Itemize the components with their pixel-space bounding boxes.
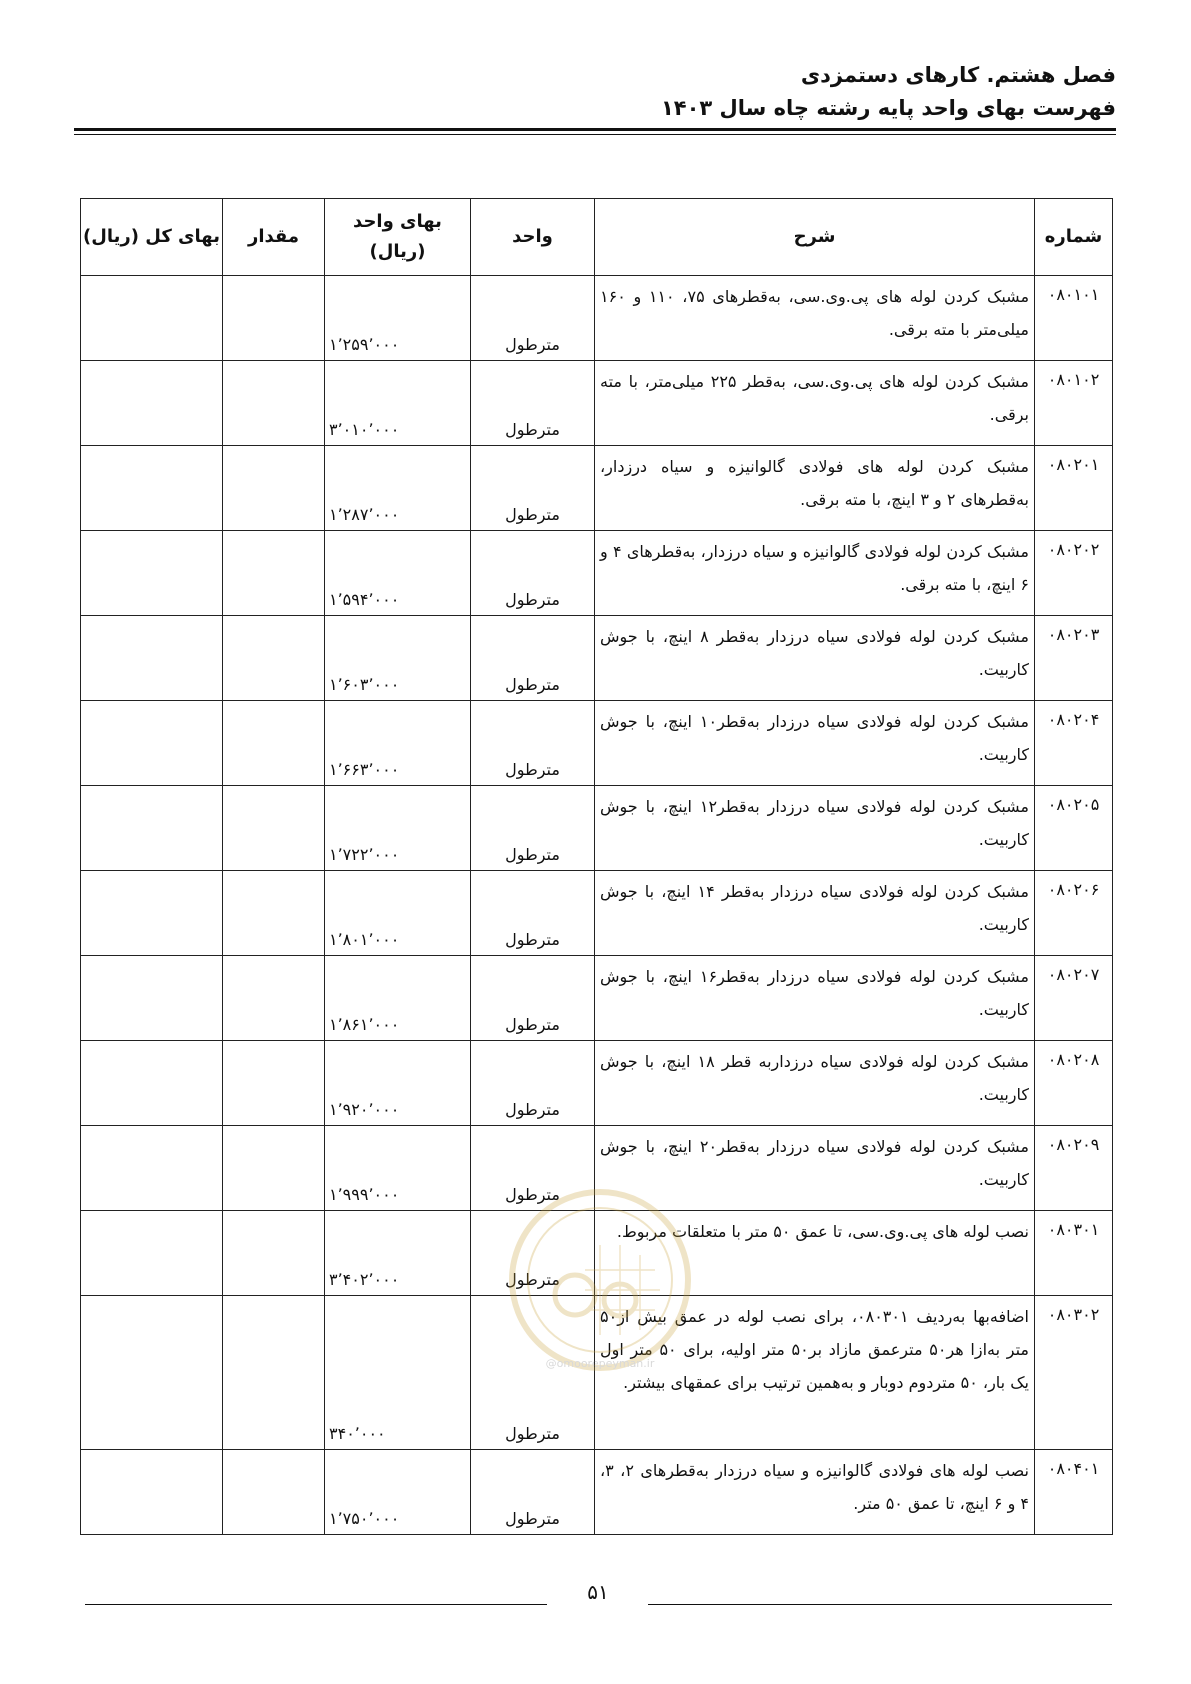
row-unit: مترطول (471, 786, 595, 871)
row-unit: مترطول (471, 276, 595, 361)
row-unit-price: ۱٬۸۰۱٬۰۰۰ (325, 871, 471, 956)
header-rule-thick (74, 128, 1116, 131)
row-quantity (223, 531, 325, 616)
table-row (81, 786, 1113, 871)
row-total-price (81, 531, 223, 616)
row-total-price (81, 1041, 223, 1126)
row-description: مشبک کردن لوله های پی.وی.سی، به‌قطر ۲۲۵ میلی‌متر، با مته برقی. (595, 361, 1035, 446)
row-unit-price: ۱٬۹۹۹٬۰۰۰ (325, 1126, 471, 1211)
row-total-price (81, 1211, 223, 1296)
row-total-price (81, 701, 223, 786)
row-unit-price: ۱٬۸۶۱٬۰۰۰ (325, 956, 471, 1041)
table-row (81, 361, 1113, 446)
row-unit: مترطول (471, 531, 595, 616)
row-quantity (223, 701, 325, 786)
table-row (81, 1041, 1113, 1126)
price-table (80, 198, 1113, 1535)
table-row (81, 616, 1113, 701)
row-total-price (81, 446, 223, 531)
row-number: ۰۸۰۲۰۳ (1035, 616, 1113, 701)
page-header (74, 58, 1116, 124)
row-description: مشبک کردن لوله های پی.وی.سی، به‌قطرهای ۷۵، ۱۱۰ و ۱۶۰ میلی‌متر با مته برقی. (595, 276, 1035, 361)
row-description: مشبک کردن لوله فولادی سیاه درزدار به‌قطر ۱۴ اینچ، با جوش کاربیت. (595, 871, 1035, 956)
footer-rule-left (85, 1604, 547, 1605)
row-total-price (81, 1126, 223, 1211)
row-number: ۰۸۰۲۰۷ (1035, 956, 1113, 1041)
row-quantity (223, 446, 325, 531)
row-quantity (223, 1041, 325, 1126)
row-unit-price: ۱٬۲۵۹٬۰۰۰ (325, 276, 471, 361)
row-quantity (223, 1296, 325, 1450)
row-number: ۰۸۰۴۰۱ (1035, 1450, 1113, 1535)
chapter-title: فصل هشتم. کارهای دستمزدی (800, 63, 1116, 87)
row-quantity (223, 276, 325, 361)
header-unit-price-label: بهای واحد (353, 211, 442, 232)
row-number: ۰۸۰۱۰۲ (1035, 361, 1113, 446)
header-rule-thin (74, 134, 1116, 135)
row-unit-price: ۱٬۶۶۳٬۰۰۰ (325, 701, 471, 786)
row-total-price (81, 1296, 223, 1450)
row-unit-price: ۱٬۷۲۲٬۰۰۰ (325, 786, 471, 871)
table-row (81, 1126, 1113, 1211)
row-description: نصب لوله های پی.وی.سی، تا عمق ۵۰ متر با متعلقات مربوط. (595, 1211, 1035, 1296)
row-quantity (223, 1450, 325, 1535)
row-unit-price: ۳۴۰٬۰۰۰ (325, 1296, 471, 1450)
row-description: نصب لوله های فولادی گالوانیزه و سیاه درزدار به‌قطرهای ۲، ۳، ۴ و ۶ اینچ، تا عمق ۵۰ متر. (595, 1450, 1035, 1535)
table-row (81, 956, 1113, 1041)
table-row (81, 871, 1113, 956)
row-quantity (223, 786, 325, 871)
table-row (81, 446, 1113, 531)
row-number: ۰۸۰۲۰۱ (1035, 446, 1113, 531)
row-total-price (81, 276, 223, 361)
row-unit: مترطول (471, 701, 595, 786)
row-total-price (81, 956, 223, 1041)
table-row (81, 1211, 1113, 1296)
row-unit-price: ۱٬۵۹۴٬۰۰۰ (325, 531, 471, 616)
row-unit-price: ۱٬۶۰۳٬۰۰۰ (325, 616, 471, 701)
watermark-text: @omoorepeyman.ir (545, 1357, 655, 1370)
row-unit-price: ۱٬۲۸۷٬۰۰۰ (325, 446, 471, 531)
row-unit: مترطول (471, 1126, 595, 1211)
header-unit-price (325, 199, 471, 276)
header-quantity: مقدار (223, 199, 325, 276)
row-total-price (81, 871, 223, 956)
row-unit: مترطول (471, 956, 595, 1041)
row-unit: مترطول (471, 871, 595, 956)
row-description: مشبک کردن لوله فولادی سیاه درزدار به‌قطر۲۰ اینچ، با جوش کاربیت. (595, 1126, 1035, 1211)
row-number: ۰۸۰۳۰۱ (1035, 1211, 1113, 1296)
table-row (81, 1296, 1113, 1450)
row-quantity (223, 361, 325, 446)
row-number: ۰۸۰۲۰۲ (1035, 531, 1113, 616)
row-unit: مترطول (471, 1450, 595, 1535)
row-number: ۰۸۰۲۰۵ (1035, 786, 1113, 871)
document-title: فهرست بهای واحد پایه رشته چاه سال ۱۴۰۳ (660, 96, 1116, 120)
row-description: مشبک کردن لوله فولادی سیاه درزدار به‌قطر ۸ اینچ، با جوش کاربیت. (595, 616, 1035, 701)
row-unit: مترطول (471, 361, 595, 446)
row-number: ۰۸۰۲۰۸ (1035, 1041, 1113, 1126)
row-total-price (81, 786, 223, 871)
row-description: مشبک کردن لوله فولادی سیاه درزدار به‌قطر۱۰ اینچ، با جوش کاربیت. (595, 701, 1035, 786)
row-unit: مترطول (471, 446, 595, 531)
row-unit-price: ۳٬۰۱۰٬۰۰۰ (325, 361, 471, 446)
row-unit: مترطول (471, 1041, 595, 1126)
row-number: ۰۸۰۲۰۹ (1035, 1126, 1113, 1211)
row-description: مشبک کردن لوله های فولادی گالوانیزه و سیاه درزدار، به‌قطرهای ۲ و ۳ اینچ، با مته برقی. (595, 446, 1035, 531)
header-description: شرح (595, 199, 1035, 276)
table-row (81, 531, 1113, 616)
row-quantity (223, 956, 325, 1041)
row-number: ۰۸۰۲۰۶ (1035, 871, 1113, 956)
row-unit: مترطول (471, 616, 595, 701)
header-total-price: بهای کل (ریال) (81, 199, 223, 276)
table-row (81, 701, 1113, 786)
table-row (81, 1450, 1113, 1535)
row-quantity (223, 1126, 325, 1211)
row-description: مشبک کردن لوله فولادی سیاه درزدار به‌قطر۱۶ اینچ، با جوش کاربیت. (595, 956, 1035, 1041)
row-number: ۰۸۰۳۰۲ (1035, 1296, 1113, 1450)
row-total-price (81, 361, 223, 446)
row-description: مشبک کردن لوله فولادی سیاه درزداربه قطر ۱۸ اینچ، با جوش کاربیت. (595, 1041, 1035, 1126)
row-description: مشبک کردن لوله فولادی سیاه درزدار به‌قطر۱۲ اینچ، با جوش کاربیت. (595, 786, 1035, 871)
row-number: ۰۸۰۱۰۱ (1035, 276, 1113, 361)
header-unit-price-currency: (ریال) (369, 241, 426, 262)
row-total-price (81, 1450, 223, 1535)
header-number: شماره (1035, 199, 1113, 276)
row-unit: مترطول (471, 1296, 595, 1450)
row-unit-price: ۱٬۹۲۰٬۰۰۰ (325, 1041, 471, 1126)
row-unit-price: ۳٬۴۰۲٬۰۰۰ (325, 1211, 471, 1296)
footer-rule-right (648, 1604, 1112, 1605)
row-number: ۰۸۰۲۰۴ (1035, 701, 1113, 786)
row-total-price (81, 616, 223, 701)
row-quantity (223, 616, 325, 701)
page-number: ۵۱ (587, 1580, 609, 1604)
row-unit-price: ۱٬۷۵۰٬۰۰۰ (325, 1450, 471, 1535)
row-description: اضافه‌بها به‌ردیف ۰۸۰۳۰۱، برای نصب لوله در عمق بیش از۵۰ متر به‌ازا هر۵۰ مترعمق مازاد بر۵۰ متر اولیه، برای ۵۰ متر اول یک بار، ۵۰ متردوم دوبار و به‌همین ترتیب برای عمقهای بیشتر. (595, 1296, 1035, 1450)
row-quantity (223, 871, 325, 956)
table-row (81, 276, 1113, 361)
row-quantity (223, 1211, 325, 1296)
header-unit: واحد (471, 199, 595, 276)
table-body (81, 276, 1113, 1535)
row-description: مشبک کردن لوله فولادی گالوانیزه و سیاه درزدار، به‌قطرهای ۴ و ۶ اینچ، با مته برقی. (595, 531, 1035, 616)
table-header-row (81, 199, 1113, 276)
row-unit: مترطول (471, 1211, 595, 1296)
